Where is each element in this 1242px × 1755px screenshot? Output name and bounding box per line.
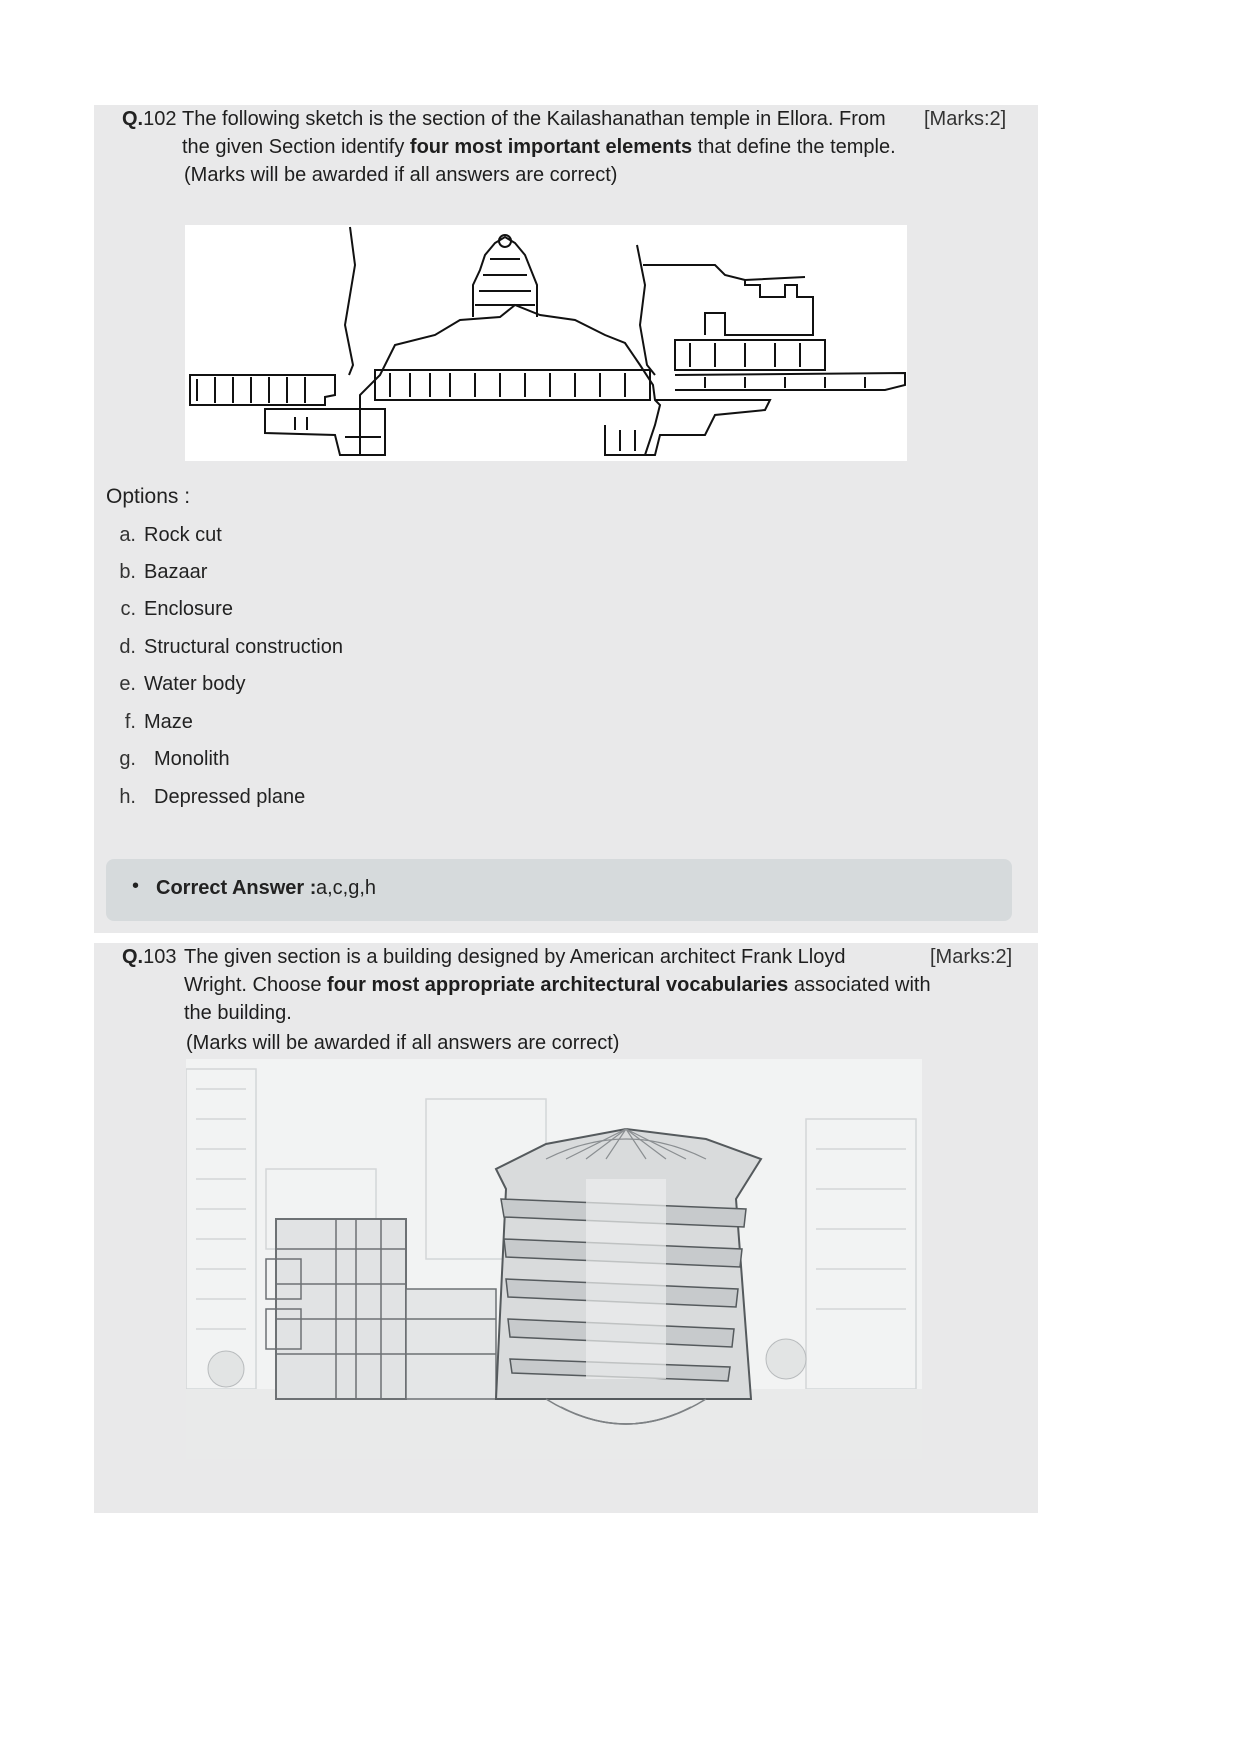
question-text-line2 [184, 971, 964, 999]
question-text-line4: (Marks will be awarded if all answers are correct) [186, 1032, 620, 1054]
option-letter: d. [119, 636, 136, 658]
option-text: Water body [144, 673, 246, 695]
option-b[interactable] [108, 558, 207, 586]
temple-section-sketch [185, 225, 907, 461]
line2-pre: the given Section identify [182, 136, 410, 158]
question-text-line3: (Marks will be awarded if all answers are correct) [184, 164, 618, 186]
correct-answer-value: a,c,g,h [316, 877, 377, 899]
option-letter: f. [124, 711, 136, 733]
line2-post: associated with [788, 974, 931, 996]
option-text: Depressed plane [154, 786, 306, 808]
option-letter: g. [119, 748, 136, 770]
option-letter: b. [119, 561, 136, 583]
option-letter: c. [120, 598, 136, 620]
option-letter: h. [119, 786, 136, 808]
line2-pre: Wright. Choose [184, 974, 328, 996]
marks-label: [Marks:2] [924, 108, 1007, 130]
line2-bold: four most appropriate architectural vocabularies [327, 974, 789, 996]
question-number [122, 105, 177, 133]
option-letter: e. [119, 673, 136, 695]
option-text: Enclosure [144, 598, 233, 620]
option-f[interactable] [108, 708, 193, 736]
option-text: Structural construction [144, 636, 343, 658]
option-d[interactable] [108, 633, 343, 661]
line2-post: that define the temple. [692, 136, 896, 158]
option-text: Maze [144, 711, 193, 733]
marks-label: [Marks:2] [930, 946, 1013, 968]
question-text-line1: The given section is a building designed by American architect Frank Lloyd [184, 946, 846, 968]
question-prefix: Q. [122, 108, 144, 130]
correct-answer-label: Correct Answer : [156, 877, 317, 899]
option-c[interactable] [108, 595, 233, 623]
question-102-panel [94, 105, 1038, 933]
question-text-line2 [182, 133, 942, 161]
option-g[interactable] [108, 745, 230, 773]
option-text: Rock cut [144, 524, 222, 546]
question-number [122, 943, 177, 971]
question-prefix: Q. [122, 946, 144, 968]
option-e[interactable] [108, 670, 246, 698]
options-label: Options : [106, 485, 191, 508]
option-text: Monolith [154, 748, 230, 770]
option-a[interactable] [108, 521, 222, 549]
question-number-value: 103 [143, 946, 177, 968]
correct-answer-box [106, 859, 1012, 921]
question-103-panel [94, 943, 1038, 1513]
bullet-icon: • [132, 875, 140, 897]
building-section-illustration [186, 1059, 922, 1459]
building-section-drawing [186, 1059, 922, 1459]
option-h[interactable] [108, 783, 305, 811]
question-number-value: 102 [143, 108, 177, 130]
option-letter: a. [119, 524, 136, 546]
temple-section-drawing [185, 225, 907, 461]
option-text: Bazaar [144, 561, 208, 583]
question-text-line3: the building. [184, 1002, 292, 1024]
line2-bold: four most important elements [409, 136, 693, 158]
question-text-line1: The following sketch is the section of the Kailashanathan temple in Ellora. From [182, 108, 886, 130]
